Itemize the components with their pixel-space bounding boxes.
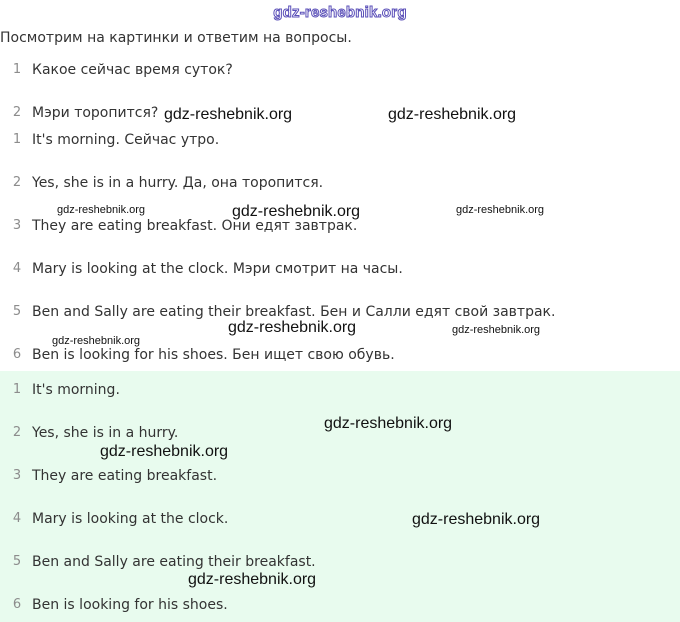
answer-row <box>0 378 680 402</box>
question-row <box>0 101 680 125</box>
watermark: gdz-reshebnik.org <box>456 204 545 216</box>
watermark: gdz-reshebnik.org <box>57 204 146 216</box>
question-row <box>0 58 680 82</box>
row-text: They are eating breakfast. <box>32 468 218 484</box>
row-text: It's morning. Сейчас утро. <box>32 132 220 148</box>
row-text: They are eating breakfast. Они едят завтрак. <box>32 218 358 234</box>
watermark: gdz-reshebnik.org <box>324 415 453 432</box>
answer-row <box>0 593 680 617</box>
row-number: 5 <box>12 554 22 569</box>
row-text: Ben and Sally are eating their breakfast. <box>32 554 316 570</box>
answer-row <box>0 464 680 488</box>
row-text: Какое сейчас время суток? <box>32 62 233 78</box>
row-number: 1 <box>12 132 22 147</box>
row-number: 6 <box>12 347 22 362</box>
row-text: Mary is looking at the clock. Мэри смотрит на часы. <box>32 261 403 277</box>
translation-row <box>0 171 680 195</box>
watermark: gdz-reshebnik.org <box>100 443 229 460</box>
watermark: gdz-reshebnik.org <box>412 511 541 528</box>
answer-row <box>0 550 680 574</box>
row-text: It's morning. <box>32 382 120 398</box>
row-number: 6 <box>12 597 22 612</box>
watermark: gdz-reshebnik.org <box>452 324 541 336</box>
row-text: Mary is looking at the clock. <box>32 511 229 527</box>
row-number: 2 <box>12 105 22 120</box>
watermark: gdz-reshebnik.org <box>52 335 141 347</box>
watermark: gdz-reshebnik.org <box>388 106 517 123</box>
watermark: gdz-reshebnik.org <box>232 203 361 220</box>
row-number: 1 <box>12 62 22 77</box>
watermark: gdz-reshebnik.org <box>228 319 357 336</box>
watermark: gdz-reshebnik.org <box>164 106 293 123</box>
site-logo-text[interactable]: gdz-reshebnik.org <box>273 4 407 21</box>
answer-row <box>0 507 680 531</box>
row-number: 2 <box>12 425 22 440</box>
row-text: Мэри торопится? <box>32 105 159 121</box>
row-number: 5 <box>12 304 22 319</box>
row-number: 4 <box>12 511 22 526</box>
row-number: 3 <box>12 218 22 233</box>
translation-row <box>0 257 680 281</box>
translation-row <box>0 128 680 152</box>
row-text: Ben is looking for his shoes. Бен ищет свою обувь. <box>32 347 395 363</box>
row-text: Ben and Sally are eating their breakfast. Бен и Салли едят свой завтрак. <box>32 304 556 320</box>
row-text: Yes, she is in a hurry. <box>32 425 179 441</box>
row-number: 4 <box>12 261 22 276</box>
answer-box <box>0 371 680 622</box>
row-text: Yes, she is in a hurry. Да, она торопится. <box>32 175 324 191</box>
intro-text: Посмотрим на картинки и ответим на вопросы. <box>0 30 352 46</box>
row-number: 1 <box>12 382 22 397</box>
watermark: gdz-reshebnik.org <box>188 571 317 588</box>
row-number: 3 <box>12 468 22 483</box>
row-text: Ben is looking for his shoes. <box>32 597 228 613</box>
row-number: 2 <box>12 175 22 190</box>
site-header <box>0 0 680 24</box>
